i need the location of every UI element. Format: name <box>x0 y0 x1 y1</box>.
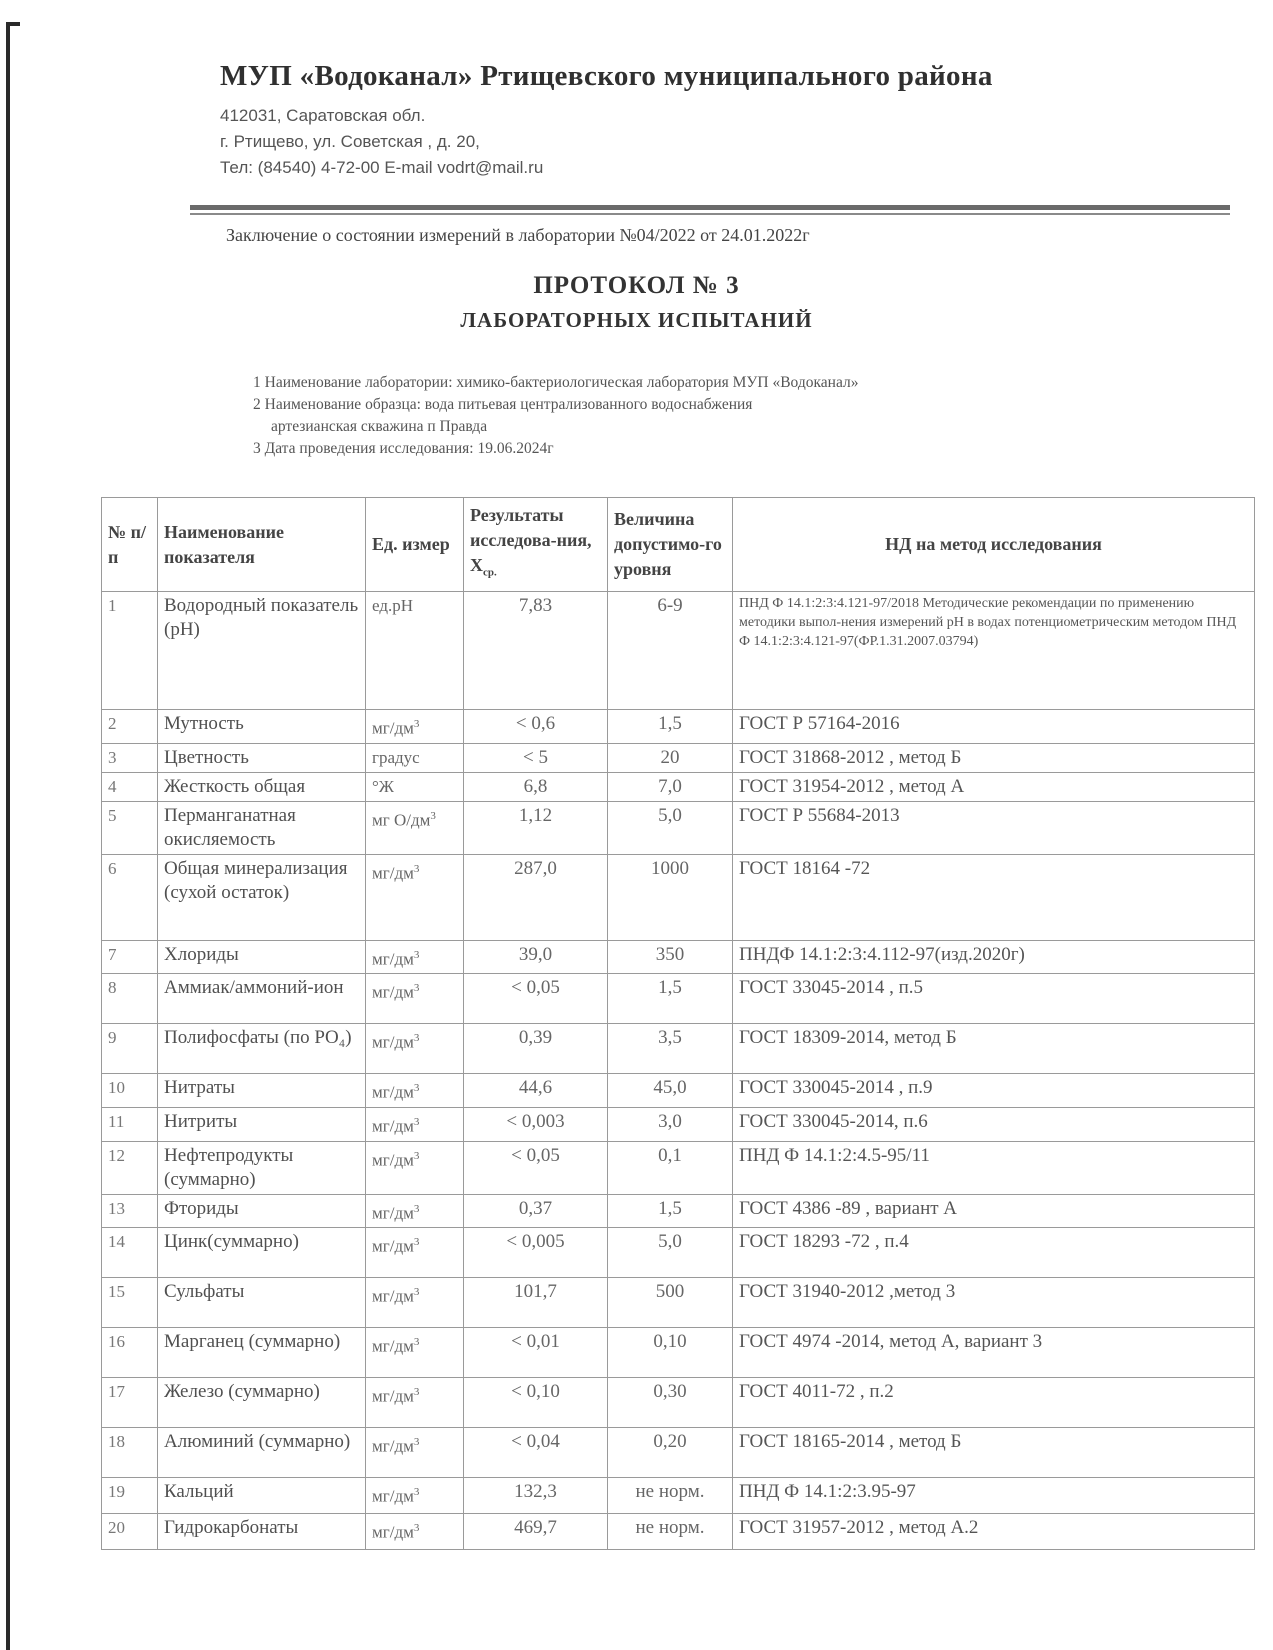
method-document: ГОСТ 31954-2012 , метод А <box>733 772 1255 801</box>
info-date: 3 Дата проведения исследования: 19.06.2024г <box>253 440 554 457</box>
method-document: ГОСТ 18165-2014 , метод Б <box>733 1428 1255 1478</box>
unit-superscript: 3 <box>413 718 420 730</box>
indicator-name: Перманганатная окисляемость <box>158 801 366 854</box>
header-result-symbol: X <box>470 555 483 576</box>
method-document: ГОСТ 31957-2012 , метод А.2 <box>733 1514 1255 1550</box>
indicator-name: Сульфаты <box>158 1278 366 1328</box>
table-row <box>102 743 1255 772</box>
result-value: 6,8 <box>464 772 608 801</box>
result-value: < 0,04 <box>464 1428 608 1478</box>
unit-cell <box>366 1141 464 1194</box>
row-number: 2 <box>102 710 158 744</box>
indicator-name: Водородный показатель (pH) <box>158 592 366 710</box>
address-line-1: 412031, Саратовская обл. <box>220 106 426 125</box>
indicator-name: Гидрокарбонаты <box>158 1514 366 1550</box>
method-document: ГОСТ 18164 -72 <box>733 854 1255 940</box>
result-value: 1,12 <box>464 801 608 854</box>
unit-superscript: 3 <box>413 1486 420 1499</box>
unit-text: мг/дм <box>372 982 414 1002</box>
unit-text: градус <box>372 747 420 767</box>
table-row <box>102 940 1255 974</box>
unit-text: мг/дм <box>372 1286 414 1306</box>
scan-edge <box>6 22 10 1650</box>
row-number: 12 <box>102 1141 158 1194</box>
unit-text: мг/дм <box>372 1486 414 1506</box>
indicator-name: Фториды <box>158 1194 366 1228</box>
indicator-name: Алюминий (суммарно) <box>158 1428 366 1478</box>
permissible-limit: 0,30 <box>608 1378 733 1428</box>
result-value: 39,0 <box>464 940 608 974</box>
table-row <box>102 1024 1255 1074</box>
row-number: 7 <box>102 940 158 974</box>
header-divider-thick <box>190 205 1230 210</box>
table-row <box>102 854 1255 940</box>
permissible-limit: 45,0 <box>608 1074 733 1108</box>
row-number: 14 <box>102 1228 158 1278</box>
unit-text: мг/дм <box>372 1116 414 1136</box>
permissible-limit: 0,10 <box>608 1328 733 1378</box>
result-value: < 0,003 <box>464 1107 608 1141</box>
unit-text: мг/дм <box>372 1436 414 1456</box>
header-result-label: Результаты исследова-ния, <box>470 505 592 551</box>
table-row <box>102 1514 1255 1550</box>
table-header-row <box>102 498 1255 592</box>
table-row <box>102 1074 1255 1108</box>
method-document: ГОСТ 18309-2014, метод Б <box>733 1024 1255 1074</box>
row-number: 3 <box>102 743 158 772</box>
permissible-limit: 500 <box>608 1278 733 1328</box>
method-document: ПНД Ф 14.1:2:4.5-95/11 <box>733 1141 1255 1194</box>
table-row <box>102 772 1255 801</box>
table-row <box>102 974 1255 1024</box>
unit-cell <box>366 1074 464 1108</box>
unit-cell <box>366 1328 464 1378</box>
address-line-2: г. Ртищево, ул. Советская , д. 20, <box>220 132 480 151</box>
unit-cell <box>366 1107 464 1141</box>
result-value: 469,7 <box>464 1514 608 1550</box>
unit-text: °Ж <box>372 776 395 796</box>
method-document: ГОСТ 4974 -2014, метод А, вариант 3 <box>733 1328 1255 1378</box>
header-divider-thin <box>190 213 1230 215</box>
table-row <box>102 1328 1255 1378</box>
row-number: 11 <box>102 1107 158 1141</box>
indicator-name: Аммиак/аммоний-ион <box>158 974 366 1024</box>
unit-superscript: 3 <box>413 1386 420 1399</box>
unit-superscript: 3 <box>413 1286 420 1299</box>
row-number: 16 <box>102 1328 158 1378</box>
header-unit: Ед. измер <box>366 498 464 592</box>
row-number: 1 <box>102 592 158 710</box>
permissible-limit: 1,5 <box>608 1194 733 1228</box>
unit-cell <box>366 940 464 974</box>
organization-name: МУП «Водоканал» Ртищевского муниципального района <box>220 60 993 92</box>
table-row <box>102 592 1255 710</box>
header-result-subscript: ср. <box>483 566 497 579</box>
row-number: 6 <box>102 854 158 940</box>
permissible-limit: 5,0 <box>608 1228 733 1278</box>
unit-text: ед.pH <box>372 596 413 615</box>
results-table <box>101 497 1255 1550</box>
method-document: ГОСТ 4011-72 , п.2 <box>733 1378 1255 1428</box>
table-row <box>102 1141 1255 1194</box>
unit-text: мг О/дм <box>372 810 431 830</box>
unit-superscript: 3 <box>413 1336 420 1349</box>
result-value: 132,3 <box>464 1478 608 1514</box>
method-document: ГОСТ 33045-2014 , п.5 <box>733 974 1255 1024</box>
unit-superscript: 3 <box>413 1032 420 1045</box>
indicator-name: Мутность <box>158 710 366 744</box>
unit-cell <box>366 1024 464 1074</box>
unit-text: мг/дм <box>372 1386 414 1406</box>
unit-cell <box>366 854 464 940</box>
result-value: < 0,05 <box>464 1141 608 1194</box>
unit-text: мг/дм <box>372 1032 414 1052</box>
result-value: < 5 <box>464 743 608 772</box>
unit-superscript: 3 <box>413 1236 420 1249</box>
unit-text: мг/дм <box>372 1522 414 1542</box>
unit-text: мг/дм <box>372 1236 414 1256</box>
permissible-limit: 0,20 <box>608 1428 733 1478</box>
unit-cell <box>366 772 464 801</box>
permissible-limit: 3,0 <box>608 1107 733 1141</box>
unit-text: мг/дм <box>372 1150 414 1170</box>
unit-superscript: 3 <box>413 1149 420 1162</box>
unit-text: мг/дм <box>372 949 414 969</box>
permissible-limit: 20 <box>608 743 733 772</box>
permissible-limit: 5,0 <box>608 801 733 854</box>
result-value: 101,7 <box>464 1278 608 1328</box>
unit-cell <box>366 1378 464 1428</box>
unit-cell <box>366 743 464 772</box>
indicator-name: Кальций <box>158 1478 366 1514</box>
table-row <box>102 801 1255 854</box>
indicator-name: Цинк(суммарно) <box>158 1228 366 1278</box>
row-number: 20 <box>102 1514 158 1550</box>
unit-cell <box>366 801 464 854</box>
row-number: 19 <box>102 1478 158 1514</box>
permissible-limit: 7,0 <box>608 772 733 801</box>
result-value: < 0,005 <box>464 1228 608 1278</box>
unit-text: мг/дм <box>372 1082 414 1102</box>
row-number: 10 <box>102 1074 158 1108</box>
info-sample-source: артезианская скважина п Правда <box>271 418 488 435</box>
table-row <box>102 1428 1255 1478</box>
permissible-limit: 1000 <box>608 854 733 940</box>
scan-edge-top <box>6 22 20 26</box>
table-row <box>102 1478 1255 1514</box>
header-result <box>464 498 608 592</box>
row-number: 4 <box>102 772 158 801</box>
row-number: 15 <box>102 1278 158 1328</box>
method-document: ГОСТ 4386 -89 , вариант А <box>733 1194 1255 1228</box>
method-document: ГОСТ Р 55684-2013 <box>733 801 1255 854</box>
unit-text: мг/дм <box>372 1336 414 1356</box>
method-document: ПНД Ф 14.1:2:3:4.121-97/2018 Методические рекомендации по применению методики выпол-нения измерений pH в водах потенциометрическим методом ПНД Ф 14.1:2:3:4.121-97(ФР.1.31.2007.03794) <box>733 592 1255 710</box>
indicator-name: Полифосфаты (по PO₄) <box>158 1024 366 1074</box>
unit-cell <box>366 1514 464 1550</box>
result-value: 287,0 <box>464 854 608 940</box>
result-value: < 0,6 <box>464 710 608 744</box>
unit-cell <box>366 974 464 1024</box>
unit-cell <box>366 710 464 744</box>
unit-superscript: 3 <box>413 1436 420 1449</box>
table-row <box>102 710 1255 744</box>
method-document: ГОСТ 18293 -72 , п.4 <box>733 1228 1255 1278</box>
permissible-limit: не норм. <box>608 1514 733 1550</box>
method-document: ПНДФ 14.1:2:3:4.112-97(изд.2020г) <box>733 940 1255 974</box>
contact-line: Тел: (84540) 4-72-00 E-mail vodrt@mail.ru <box>220 158 544 177</box>
row-number: 8 <box>102 974 158 1024</box>
result-value: 0,37 <box>464 1194 608 1228</box>
result-value: < 0,05 <box>464 974 608 1024</box>
table-row <box>102 1107 1255 1141</box>
permissible-limit: 1,5 <box>608 974 733 1024</box>
method-document: ГОСТ Р 57164-2016 <box>733 710 1255 744</box>
row-number: 9 <box>102 1024 158 1074</box>
result-value: < 0,01 <box>464 1328 608 1378</box>
permissible-limit: 1,5 <box>608 710 733 744</box>
indicator-name: Цветность <box>158 743 366 772</box>
result-value: 44,6 <box>464 1074 608 1108</box>
table-row <box>102 1228 1255 1278</box>
unit-text: мг/дм <box>372 863 414 883</box>
indicator-name: Нитраты <box>158 1074 366 1108</box>
unit-superscript: 3 <box>413 1115 420 1128</box>
permissible-limit: 0,1 <box>608 1141 733 1194</box>
unit-superscript: 3 <box>413 1202 420 1215</box>
indicator-name: Хлориды <box>158 940 366 974</box>
method-document: ГОСТ 330045-2014, п.6 <box>733 1107 1255 1141</box>
unit-cell <box>366 592 464 710</box>
row-number: 5 <box>102 801 158 854</box>
protocol-title: ПРОТОКОЛ № 3 <box>533 272 740 299</box>
indicator-name: Нефтепродукты (суммарно) <box>158 1141 366 1194</box>
info-laboratory: 1 Наименование лаборатории: химико-бактериологическая лаборатория МУП «Водоканал» <box>253 374 859 391</box>
unit-superscript: 3 <box>413 1082 420 1095</box>
unit-cell <box>366 1194 464 1228</box>
protocol-subtitle: ЛАБОРАТОРНЫХ ИСПЫТАНИЙ <box>460 308 813 332</box>
unit-superscript: 3 <box>413 948 420 961</box>
header-limit: Величина допустимо-го уровня <box>608 498 733 592</box>
method-document: ГОСТ 31868-2012 , метод Б <box>733 743 1255 772</box>
header-num: № п/п <box>102 498 158 592</box>
sample-info <box>253 372 858 460</box>
unit-cell <box>366 1278 464 1328</box>
permissible-limit: 350 <box>608 940 733 974</box>
permissible-limit: 3,5 <box>608 1024 733 1074</box>
row-number: 17 <box>102 1378 158 1428</box>
row-number: 13 <box>102 1194 158 1228</box>
permissible-limit: 6-9 <box>608 592 733 710</box>
indicator-name: Железо (суммарно) <box>158 1378 366 1428</box>
indicator-name: Марганец (суммарно) <box>158 1328 366 1378</box>
method-document: ПНД Ф 14.1:2:3.95-97 <box>733 1478 1255 1514</box>
table-row <box>102 1278 1255 1328</box>
result-value: 0,39 <box>464 1024 608 1074</box>
info-sample: 2 Наименование образца: вода питьевая централизованного водоснабжения <box>253 396 753 413</box>
unit-cell <box>366 1228 464 1278</box>
header-method: НД на метод исследования <box>733 498 1255 592</box>
result-value: < 0,10 <box>464 1378 608 1428</box>
indicator-name: Жесткость общая <box>158 772 366 801</box>
unit-text: мг/дм <box>372 1203 414 1223</box>
unit-text: мг/дм <box>372 718 414 738</box>
permissible-limit: не норм. <box>608 1478 733 1514</box>
method-document: ГОСТ 330045-2014 , п.9 <box>733 1074 1255 1108</box>
unit-cell <box>366 1428 464 1478</box>
table-row <box>102 1194 1255 1228</box>
indicator-name: Нитриты <box>158 1107 366 1141</box>
header-name: Наименование показателя <box>158 498 366 592</box>
organization-header <box>220 60 993 181</box>
table-row <box>102 1378 1255 1428</box>
unit-superscript: 3 <box>413 862 420 875</box>
unit-superscript: 3 <box>413 1522 420 1535</box>
unit-cell <box>366 1478 464 1514</box>
row-number: 18 <box>102 1428 158 1478</box>
result-value: 7,83 <box>464 592 608 710</box>
unit-superscript: 3 <box>413 982 420 995</box>
indicator-name: Общая минерализация (сухой остаток) <box>158 854 366 940</box>
accreditation-conclusion: Заключение о состоянии измерений в лаборатории №04/2022 от 24.01.2022г <box>226 225 810 245</box>
method-document: ГОСТ 31940-2012 ,метод 3 <box>733 1278 1255 1328</box>
unit-superscript: 3 <box>430 809 436 822</box>
